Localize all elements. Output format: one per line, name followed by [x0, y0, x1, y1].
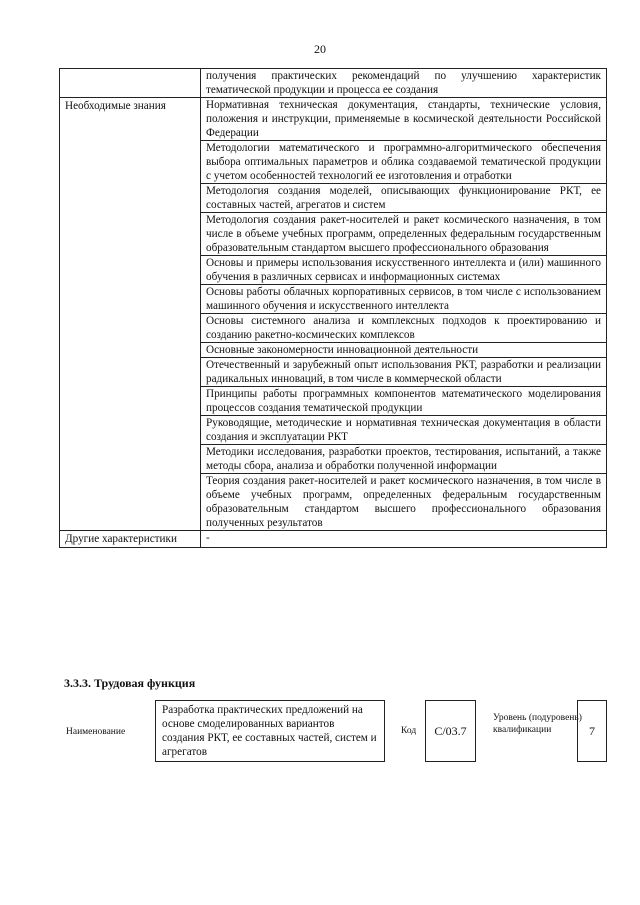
knowledge-item: Методики исследования, разработки проектов, тестирования, испытаний, а также методы сбора, анализа и обработки полученной информации: [201, 445, 607, 474]
knowledge-item: Основы работы облачных корпоративных сервисов, в том числе с использованием машинного обучения и искусственного интеллекта: [201, 285, 607, 314]
qualification-level-box: 7: [577, 700, 607, 762]
function-name-box: Разработка практических предложений на основе смоделированных вариантов создания РКТ, ее составных частей, систем и агрегатов: [155, 700, 385, 762]
code-label: Код: [401, 726, 417, 736]
knowledge-item: Принципы работы программных компонентов математического моделирования процессов создания тематической продукции: [201, 387, 607, 416]
knowledge-item: Основы системного анализа и комплексных подходов к проектированию и созданию ракетно-космических комплексов: [201, 314, 607, 343]
knowledge-item: Методология создания моделей, описывающих функционирование РКТ, ее составных частей, агрегатов и систем: [201, 184, 607, 213]
other-characteristics-value: -: [201, 531, 607, 548]
page-number: 20: [314, 42, 326, 56]
knowledge-item: Основные закономерности инновационной деятельности: [201, 343, 607, 358]
knowledge-item: Методологии математического и программно-алгоритмического обеспечения выбора оптимальных параметров и облика создаваемой тематической продукции с учетом особенностей технологий ее изготовления и отработки: [201, 141, 607, 184]
table-row: [60, 69, 607, 98]
table-row: [60, 98, 607, 141]
other-characteristics-label: Другие характеристики: [60, 531, 201, 548]
section-heading: 3.3.3. Трудовая функция: [64, 676, 196, 690]
name-label: Наименование: [66, 727, 126, 737]
knowledge-item: Теория создания ракет-носителей и ракет космического назначения, в том числе в объеме учебных программ, определенных федеральным государственным образовательным стандартом высшего профессионального образования полученных результатов: [201, 474, 607, 531]
knowledge-item: Руководящие, методические и нормативная техническая документация в области создания и эксплуатации РКТ: [201, 416, 607, 445]
knowledge-item: Основы и примеры использования искусственного интеллекта и (или) машинного обучения в различных сервисах и информационных системах: [201, 256, 607, 285]
table-cell-empty: [60, 69, 201, 98]
knowledge-table: [59, 68, 607, 548]
code-box: C/03.7: [425, 700, 476, 762]
continuation-text: получения практических рекомендаций по улучшению характеристик тематической продукции и процесса ее создания: [201, 69, 607, 98]
knowledge-item: Методология создания ракет-носителей и ракет космического назначения, в том числе в объеме учебных программ, определенных федеральным государственным образовательным стандартом высшего профессионального образования: [201, 213, 607, 256]
qualification-level-label: Уровень (подуровень) квалификации: [493, 713, 582, 735]
table-row: [60, 531, 607, 548]
knowledge-item: Нормативная техническая документация, стандарты, технические условия, положения и инструкции, применяемые в космической деятельности Российской Федерации: [201, 98, 607, 141]
required-knowledge-label: Необходимые знания: [60, 98, 201, 531]
knowledge-item: Отечественный и зарубежный опыт использования РКТ, разработки и реализации радикальных инноваций, в том числе в коммерческой области: [201, 358, 607, 387]
